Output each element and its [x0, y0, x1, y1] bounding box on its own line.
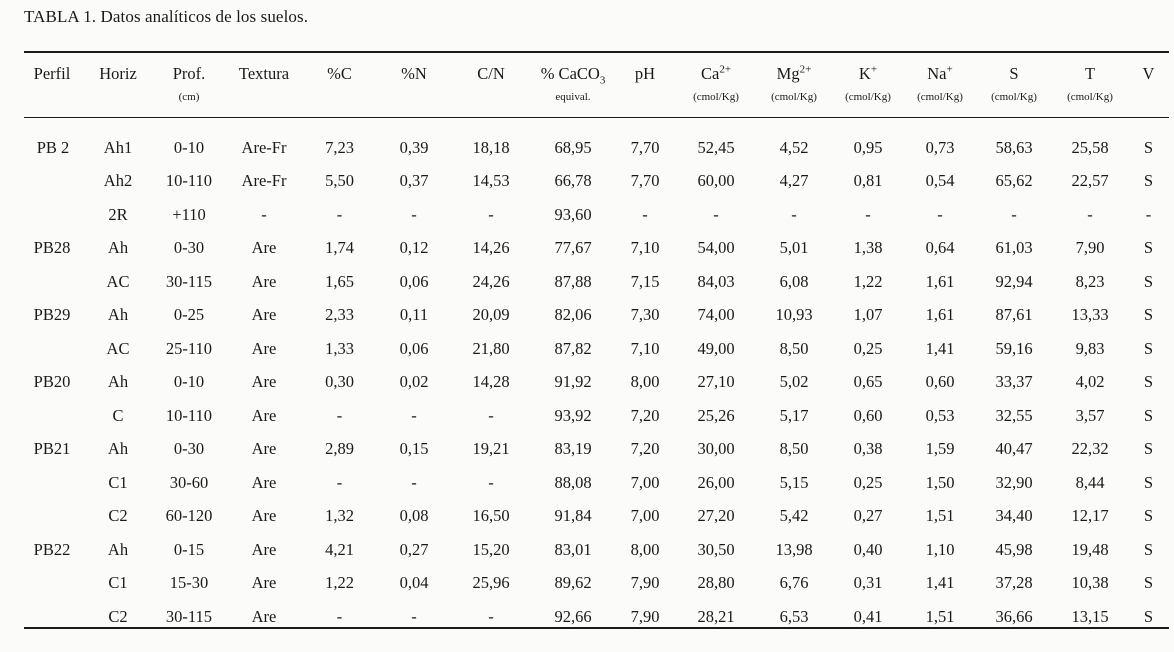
- cell-k: 0,38: [853, 439, 883, 459]
- cell-n: 0,37: [399, 171, 429, 191]
- cell-ph: 7,90: [630, 606, 660, 626]
- cell-na: 1,41: [925, 338, 955, 358]
- cell-t: 8,44: [1075, 472, 1105, 492]
- cell-horiz: C2: [108, 506, 128, 526]
- cell-perfil: [20, 399, 84, 433]
- unit-na: (cmol/Kg): [917, 91, 963, 103]
- cell-perfil: [20, 567, 84, 601]
- cell-caco3: 93,60: [554, 204, 592, 224]
- cell-n: 0,06: [399, 338, 429, 358]
- cell-ca: 84,03: [697, 271, 735, 291]
- cell-perfil: PB28: [33, 238, 71, 258]
- table-row: [20, 131, 1170, 165]
- cell-prof: 30-115: [165, 271, 213, 291]
- cell-ph: 7,70: [630, 137, 660, 157]
- cell-cn: 16,50: [472, 506, 510, 526]
- col-header-t: T: [1084, 64, 1096, 83]
- cell-c: 1,65: [325, 271, 354, 291]
- cell-c: 2,89: [325, 439, 354, 459]
- cell-mg: 5,02: [779, 372, 809, 392]
- cell-n: 0,06: [399, 271, 429, 291]
- cell-v: S: [1143, 606, 1154, 626]
- cell-s: 32,90: [995, 472, 1033, 492]
- cell-v: S: [1143, 271, 1154, 291]
- cell-k: 0,81: [853, 171, 883, 191]
- cell-horiz: C1: [108, 472, 128, 492]
- cell-cn: -: [488, 606, 494, 626]
- cell-ph: 8,00: [630, 372, 660, 392]
- table-row: [20, 533, 1170, 567]
- table-row: [20, 198, 1170, 232]
- cell-caco3: 93,92: [554, 405, 592, 425]
- cell-perfil: PB22: [33, 539, 71, 559]
- cell-ca: 30,00: [697, 439, 735, 459]
- cell-ph: 7,10: [630, 238, 660, 258]
- unit-c: [302, 91, 377, 119]
- cell-prof: 0-30: [173, 238, 205, 258]
- cell-horiz: C1: [108, 573, 128, 593]
- cell-cn: 25,96: [472, 573, 510, 593]
- cell-v: S: [1143, 573, 1154, 593]
- cell-mg: 5,42: [779, 506, 809, 526]
- table-row: [20, 500, 1170, 534]
- cell-na: 0,54: [925, 171, 955, 191]
- cell-n: 0,27: [399, 539, 429, 559]
- cell-prof: 10-110: [165, 171, 213, 191]
- cell-ca: 25,26: [697, 405, 735, 425]
- cell-s: 37,28: [995, 573, 1033, 593]
- cell-prof: 15-30: [169, 573, 209, 593]
- cell-na: 1,10: [925, 539, 955, 559]
- cell-t: 8,23: [1075, 271, 1105, 291]
- cell-cn: -: [488, 405, 494, 425]
- col-header-s: S: [1009, 64, 1019, 83]
- cell-cn: 18,18: [472, 137, 510, 157]
- cell-s: 34,40: [995, 506, 1033, 526]
- table-row: [20, 299, 1170, 333]
- col-header-cn: C/N: [477, 64, 505, 83]
- col-header-ca: $Ca^{2+}$: [700, 63, 732, 83]
- cell-cn: 19,21: [472, 439, 510, 459]
- cell-v: S: [1143, 472, 1154, 492]
- col-header-ph: pH: [634, 64, 656, 83]
- cell-mg: 6,53: [779, 606, 809, 626]
- col-header-c: %C: [327, 64, 352, 83]
- cell-c: 1,33: [325, 338, 354, 358]
- cell-c: -: [336, 405, 343, 425]
- unit-ph: [615, 91, 675, 119]
- cell-na: -: [937, 204, 943, 224]
- cell-c: 0,30: [325, 372, 354, 392]
- table-row: [20, 466, 1170, 500]
- cell-ca: 28,21: [697, 606, 735, 626]
- cell-t: -: [1087, 204, 1093, 224]
- cell-c: 1,32: [325, 506, 354, 526]
- cell-v: S: [1143, 305, 1154, 325]
- cell-textura: -: [261, 204, 267, 224]
- cell-horiz: AC: [106, 271, 130, 291]
- table-row: [20, 265, 1170, 299]
- cell-perfil: [20, 332, 84, 366]
- cell-ph: 7,10: [630, 338, 660, 358]
- cell-ph: 7,90: [630, 573, 660, 593]
- cell-textura: Are-Fr: [241, 137, 287, 157]
- cell-horiz: Ah2: [103, 171, 133, 191]
- cell-prof: 30-60: [169, 472, 209, 492]
- cell-k: 0,31: [853, 573, 883, 593]
- cell-c: -: [336, 472, 343, 492]
- cell-k: 0,27: [853, 506, 883, 526]
- cell-s: 61,03: [995, 238, 1033, 258]
- soil-data-table: [20, 57, 1170, 634]
- cell-k: 0,95: [853, 137, 883, 157]
- cell-perfil: [20, 265, 84, 299]
- cell-perfil: [20, 600, 84, 634]
- unit-caco3: equival.: [555, 91, 591, 103]
- unit-prof: (cm): [178, 91, 200, 103]
- cell-textura: Are: [251, 405, 277, 425]
- cell-mg: 4,52: [779, 137, 809, 157]
- cell-k: 1,07: [853, 305, 883, 325]
- unit-textura: [226, 91, 302, 119]
- cell-textura: Are-Fr: [241, 171, 287, 191]
- col-header-prof: Prof.: [172, 64, 206, 83]
- cell-t: 13,33: [1071, 305, 1109, 325]
- cell-v: S: [1143, 238, 1154, 258]
- cell-ph: 7,00: [630, 506, 660, 526]
- cell-ca: 28,80: [697, 573, 735, 593]
- cell-caco3: 91,92: [554, 372, 592, 392]
- cell-perfil: PB29: [33, 305, 71, 325]
- cell-mg: 5,01: [779, 238, 809, 258]
- cell-caco3: 87,82: [554, 338, 592, 358]
- cell-n: -: [411, 606, 417, 626]
- cell-horiz: Ah1: [103, 137, 133, 157]
- cell-k: -: [865, 204, 871, 224]
- cell-n: 0,39: [399, 137, 429, 157]
- cell-na: 1,51: [925, 506, 955, 526]
- cell-horiz: C: [112, 405, 124, 425]
- cell-t: 19,48: [1071, 539, 1109, 559]
- col-header-n: %N: [401, 64, 427, 83]
- cell-mg: 6,76: [779, 573, 809, 593]
- cell-c: 1,22: [325, 573, 354, 593]
- cell-cn: -: [488, 204, 494, 224]
- cell-c: -: [336, 204, 343, 224]
- cell-perfil: PB21: [33, 439, 71, 459]
- unit-s: (cmol/Kg): [991, 91, 1037, 103]
- cell-v: S: [1143, 439, 1154, 459]
- col-header-k: K+: [858, 63, 878, 83]
- cell-c: 7,23: [325, 137, 354, 157]
- cell-textura: Are: [251, 372, 277, 392]
- cell-s: 36,66: [995, 606, 1033, 626]
- spacer-row: [20, 119, 1170, 131]
- cell-cn: 14,53: [472, 171, 510, 191]
- cell-mg: -: [791, 204, 797, 224]
- cell-caco3: 82,06: [554, 305, 592, 325]
- cell-k: 0,65: [853, 372, 883, 392]
- cell-caco3: 92,66: [554, 606, 592, 626]
- table-row: [20, 366, 1170, 400]
- col-header-v: V: [1142, 64, 1155, 83]
- cell-prof: 0-30: [173, 439, 205, 459]
- cell-t: 3,57: [1075, 405, 1105, 425]
- cell-t: 4,02: [1075, 372, 1105, 392]
- unit-mg: (cmol/Kg): [771, 91, 817, 103]
- cell-t: 25,58: [1071, 137, 1109, 157]
- cell-cn: 15,20: [472, 539, 510, 559]
- cell-prof: 0-15: [173, 539, 205, 559]
- cell-t: 22,32: [1071, 439, 1109, 459]
- cell-n: 0,11: [399, 305, 429, 325]
- col-header-na: Na+: [927, 63, 953, 83]
- cell-n: 0,04: [399, 573, 429, 593]
- cell-ph: 7,00: [630, 472, 660, 492]
- cell-ca: 27,10: [697, 372, 735, 392]
- cell-s: 92,94: [995, 271, 1033, 291]
- cell-ca: 30,50: [697, 539, 735, 559]
- cell-caco3: 66,78: [554, 171, 592, 191]
- cell-t: 12,17: [1071, 506, 1109, 526]
- table-row: [20, 165, 1170, 199]
- table-row: [20, 567, 1170, 601]
- cell-cn: 14,28: [472, 372, 510, 392]
- cell-ca: 60,00: [697, 171, 735, 191]
- cell-textura: Are: [251, 271, 277, 291]
- cell-na: 0,73: [925, 137, 955, 157]
- cell-s: 58,63: [995, 137, 1033, 157]
- cell-s: 87,61: [995, 305, 1033, 325]
- cell-na: 1,59: [925, 439, 955, 459]
- cell-t: 9,83: [1075, 338, 1105, 358]
- unit-k: (cmol/Kg): [845, 91, 891, 103]
- cell-perfil: PB 2: [36, 137, 70, 157]
- cell-v: S: [1143, 539, 1154, 559]
- cell-caco3: 83,01: [554, 539, 592, 559]
- cell-perfil: [20, 198, 84, 232]
- cell-textura: Are: [251, 439, 277, 459]
- cell-ph: 7,20: [630, 405, 660, 425]
- cell-horiz: Ah: [107, 539, 129, 559]
- cell-ph: 7,70: [630, 171, 660, 191]
- col-header-perfil: Perfil: [33, 64, 71, 83]
- unit-n: [377, 91, 451, 119]
- cell-na: 1,61: [925, 271, 955, 291]
- unit-t: (cmol/Kg): [1067, 91, 1113, 103]
- cell-textura: Are: [251, 338, 277, 358]
- cell-k: 1,38: [853, 238, 883, 258]
- table-row: [20, 332, 1170, 366]
- cell-caco3: 88,08: [554, 472, 592, 492]
- cell-prof: 0-25: [173, 305, 205, 325]
- cell-caco3: 77,67: [554, 238, 592, 258]
- unit-v: [1127, 91, 1170, 119]
- cell-s: 59,16: [995, 338, 1033, 358]
- cell-textura: Are: [251, 606, 277, 626]
- cell-c: 2,33: [325, 305, 354, 325]
- cell-t: 7,90: [1075, 238, 1105, 258]
- cell-n: -: [411, 405, 417, 425]
- cell-cn: 21,80: [472, 338, 510, 358]
- cell-perfil: [20, 466, 84, 500]
- cell-s: -: [1011, 204, 1017, 224]
- unit-horiz: [84, 91, 152, 119]
- cell-n: 0,12: [399, 238, 429, 258]
- cell-mg: 5,15: [779, 472, 809, 492]
- cell-na: 1,50: [925, 472, 955, 492]
- cell-ca: 54,00: [697, 238, 735, 258]
- cell-s: 32,55: [995, 405, 1033, 425]
- cell-cn: 14,26: [472, 238, 510, 258]
- cell-k: 0,40: [853, 539, 883, 559]
- cell-c: 1,74: [325, 238, 354, 258]
- cell-na: 0,64: [925, 238, 955, 258]
- cell-ca: 52,45: [697, 137, 735, 157]
- cell-ph: 8,00: [630, 539, 660, 559]
- cell-caco3: 89,62: [554, 573, 592, 593]
- table-row: [20, 433, 1170, 467]
- cell-prof: 0-10: [173, 372, 205, 392]
- cell-mg: 5,17: [779, 405, 809, 425]
- cell-prof: 25-110: [165, 338, 213, 358]
- col-header-caco3: % CaCO$_3$: [540, 64, 606, 87]
- table-body: [20, 119, 1170, 634]
- cell-horiz: AC: [106, 338, 130, 358]
- cell-ph: -: [642, 204, 648, 224]
- cell-s: 33,37: [995, 372, 1033, 392]
- cell-horiz: Ah: [107, 372, 129, 392]
- cell-ph: 7,15: [630, 271, 660, 291]
- cell-t: 10,38: [1071, 573, 1109, 593]
- cell-perfil: PB20: [33, 372, 71, 392]
- table-row: [20, 399, 1170, 433]
- table-row: [20, 232, 1170, 266]
- cell-mg: 10,93: [775, 305, 813, 325]
- cell-caco3: 83,19: [554, 439, 592, 459]
- cell-caco3: 87,88: [554, 271, 592, 291]
- unit-ca: (cmol/Kg): [693, 91, 739, 103]
- cell-v: S: [1143, 171, 1154, 191]
- unit-row: [20, 91, 1170, 119]
- cell-mg: 6,08: [779, 271, 809, 291]
- cell-ca: 27,20: [697, 506, 735, 526]
- cell-mg: 8,50: [779, 439, 809, 459]
- cell-n: -: [411, 472, 417, 492]
- cell-textura: Are: [251, 472, 277, 492]
- cell-cn: -: [488, 472, 494, 492]
- cell-textura: Are: [251, 573, 277, 593]
- cell-cn: 24,26: [472, 271, 510, 291]
- cell-na: 1,51: [925, 606, 955, 626]
- cell-v: S: [1143, 506, 1154, 526]
- cell-horiz: Ah: [107, 305, 129, 325]
- cell-n: 0,08: [399, 506, 429, 526]
- cell-caco3: 91,84: [554, 506, 592, 526]
- col-header-horiz: Horiz: [99, 64, 137, 83]
- cell-prof: +110: [172, 204, 206, 224]
- cell-ca: -: [713, 204, 719, 224]
- cell-n: -: [411, 204, 417, 224]
- cell-perfil: [20, 165, 84, 199]
- cell-c: -: [336, 606, 343, 626]
- cell-prof: 30-115: [165, 606, 213, 626]
- cell-s: 40,47: [995, 439, 1033, 459]
- cell-prof: 10-110: [165, 405, 213, 425]
- cell-na: 1,61: [925, 305, 955, 325]
- cell-n: 0,15: [399, 439, 429, 459]
- cell-mg: 4,27: [779, 171, 809, 191]
- cell-v: S: [1143, 137, 1154, 157]
- cell-s: 65,62: [995, 171, 1033, 191]
- cell-ca: 74,00: [697, 305, 735, 325]
- cell-c: 5,50: [325, 171, 354, 191]
- cell-t: 13,15: [1071, 606, 1109, 626]
- cell-horiz: 2R: [108, 204, 128, 224]
- cell-k: 0,25: [853, 338, 883, 358]
- cell-n: 0,02: [399, 372, 429, 392]
- col-header-textura: Textura: [238, 64, 290, 83]
- cell-cn: 20,09: [472, 305, 510, 325]
- cell-na: 0,53: [925, 405, 955, 425]
- cell-k: 0,25: [853, 472, 883, 492]
- cell-mg: 13,98: [775, 539, 813, 559]
- cell-horiz: C2: [108, 606, 128, 626]
- cell-mg: 8,50: [779, 338, 809, 358]
- cell-v: S: [1143, 405, 1154, 425]
- cell-perfil: [20, 500, 84, 534]
- cell-caco3: 68,95: [554, 137, 592, 157]
- cell-textura: Are: [251, 238, 277, 258]
- cell-k: 0,60: [853, 405, 883, 425]
- cell-v: -: [1145, 204, 1152, 224]
- cell-s: 45,98: [995, 539, 1033, 559]
- cell-v: S: [1143, 372, 1154, 392]
- cell-prof: 0-10: [173, 137, 205, 157]
- cell-k: 1,22: [853, 271, 883, 291]
- cell-na: 0,60: [925, 372, 955, 392]
- cell-ca: 26,00: [697, 472, 735, 492]
- header-row: [20, 57, 1170, 91]
- table-row: [20, 600, 1170, 634]
- cell-prof: 60-120: [165, 506, 213, 526]
- cell-ca: 49,00: [697, 338, 735, 358]
- cell-na: 1,41: [925, 573, 955, 593]
- cell-c: 4,21: [325, 539, 354, 559]
- unit-cn: [451, 91, 531, 119]
- top-rule: [24, 51, 1169, 53]
- cell-horiz: Ah: [107, 439, 129, 459]
- cell-horiz: Ah: [107, 238, 129, 258]
- cell-textura: Are: [251, 506, 277, 526]
- cell-k: 0,41: [853, 606, 883, 626]
- table-caption: TABLA 1. Datos analíticos de los suelos.: [24, 7, 309, 26]
- cell-ph: 7,20: [630, 439, 660, 459]
- cell-textura: Are: [251, 539, 277, 559]
- cell-textura: Are: [251, 305, 277, 325]
- col-header-mg: $Mg^{2+}$: [776, 63, 812, 83]
- cell-v: S: [1143, 338, 1154, 358]
- unit-perfil: [20, 91, 84, 119]
- cell-ph: 7,30: [630, 305, 660, 325]
- cell-t: 22,57: [1071, 171, 1109, 191]
